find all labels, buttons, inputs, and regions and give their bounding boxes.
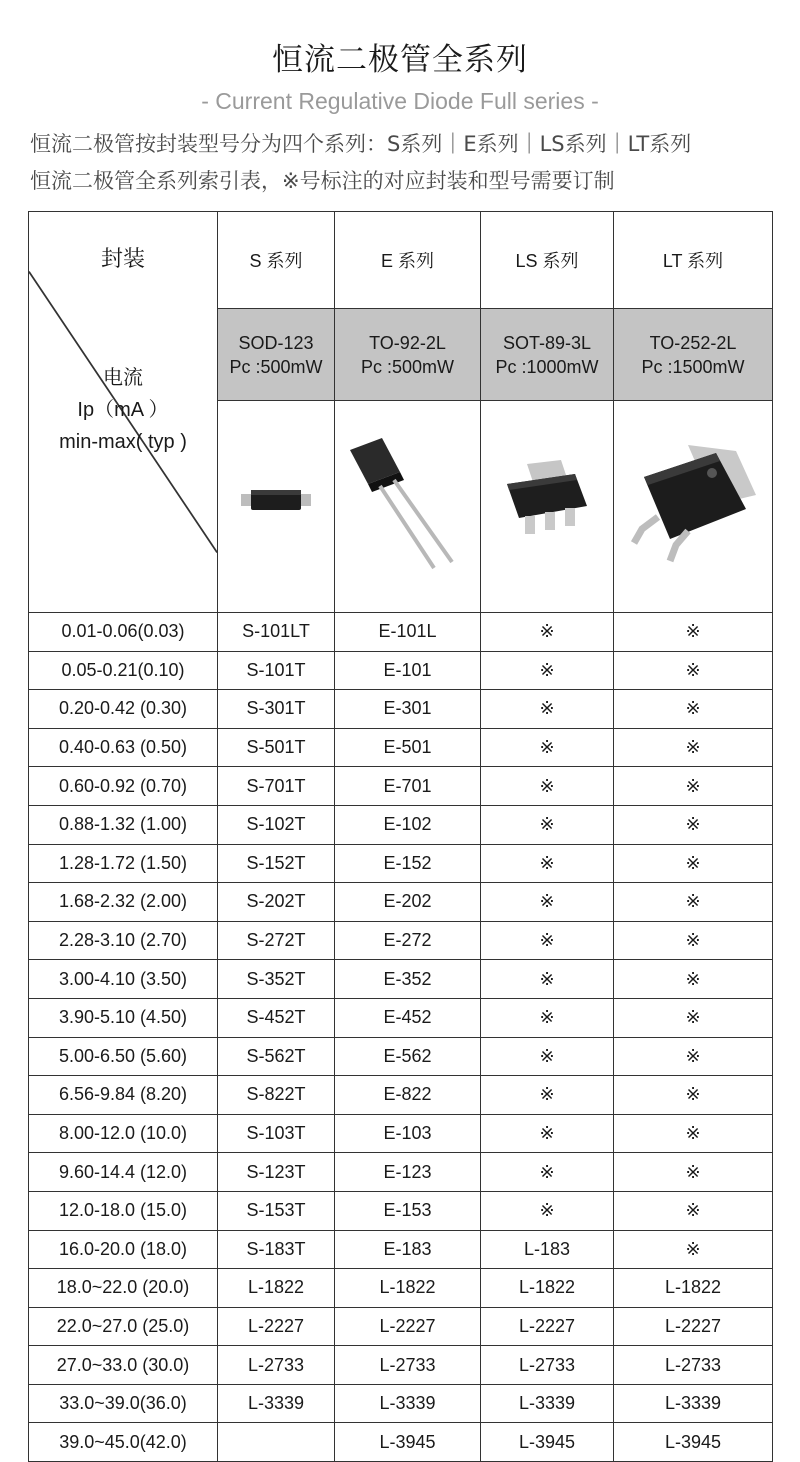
model-cell-e: E-452	[335, 998, 481, 1037]
model-cell-s: S-183T	[218, 1230, 335, 1269]
table-row	[29, 651, 773, 690]
package-power: Pc :500mW	[360, 356, 455, 377]
model-cell-ls: L-3339	[481, 1384, 614, 1423]
current-range-cell: 39.0~45.0(42.0)	[29, 1423, 218, 1462]
to-92-2l-package-image	[335, 401, 481, 613]
model-cell-s: S-152T	[218, 844, 335, 883]
model-cell-s	[218, 1423, 335, 1462]
model-cell-e: E-301	[335, 690, 481, 729]
model-cell-lt: ※	[614, 960, 773, 999]
model-cell-e: E-102	[335, 805, 481, 844]
model-cell-ls: L-2227	[481, 1307, 614, 1346]
model-cell-s: S-822T	[218, 1076, 335, 1115]
model-cell-e: L-3339	[335, 1384, 481, 1423]
model-cell-lt: L-2227	[614, 1307, 773, 1346]
model-cell-s: S-301T	[218, 690, 335, 729]
table-row	[29, 805, 773, 844]
current-range-cell: 27.0~33.0 (30.0)	[29, 1346, 218, 1385]
model-cell-ls: L-183	[481, 1230, 614, 1269]
model-cell-ls: ※	[481, 767, 614, 806]
model-cell-s: S-272T	[218, 921, 335, 960]
model-cell-ls: ※	[481, 1037, 614, 1076]
model-cell-lt: ※	[614, 1114, 773, 1153]
model-cell-lt: ※	[614, 844, 773, 883]
model-cell-s: S-153T	[218, 1191, 335, 1230]
table-row	[29, 1153, 773, 1192]
model-cell-lt: ※	[614, 1076, 773, 1115]
corner-current-line2: Ip（mA ）	[77, 399, 169, 421]
model-cell-e: E-272	[335, 921, 481, 960]
model-cell-ls: ※	[481, 1153, 614, 1192]
model-cell-s: S-701T	[218, 767, 335, 806]
corner-header-cell	[29, 212, 218, 613]
model-cell-e: E-562	[335, 1037, 481, 1076]
sod-123-package-image	[218, 401, 335, 613]
model-cell-lt: ※	[614, 998, 773, 1037]
model-cell-lt: L-2733	[614, 1346, 773, 1385]
series-s-header: S 系列	[218, 212, 335, 309]
model-cell-lt: ※	[614, 1037, 773, 1076]
sot-89-3l-package-image	[481, 401, 614, 613]
model-cell-s: S-101LT	[218, 613, 335, 652]
model-cell-ls: ※	[481, 690, 614, 729]
model-cell-s: S-501T	[218, 728, 335, 767]
model-cell-e: E-352	[335, 960, 481, 999]
model-cell-ls: L-3945	[481, 1423, 614, 1462]
model-cell-lt: ※	[614, 883, 773, 922]
table-row	[29, 613, 773, 652]
current-range-cell: 2.28-3.10 (2.70)	[29, 921, 218, 960]
package-name: SOD-123	[238, 332, 314, 353]
table-row	[29, 728, 773, 767]
table-row	[29, 1384, 773, 1423]
model-cell-s: S-102T	[218, 805, 335, 844]
to-252-chip-icon	[618, 439, 768, 569]
package-cell-ls	[481, 308, 614, 400]
current-range-cell: 0.40-0.63 (0.50)	[29, 728, 218, 767]
model-cell-ls: ※	[481, 883, 614, 922]
model-cell-ls: ※	[481, 1191, 614, 1230]
series-header-row	[29, 212, 773, 309]
model-cell-lt: L-3945	[614, 1423, 773, 1462]
package-cell-e	[335, 308, 481, 400]
current-range-cell: 0.60-0.92 (0.70)	[29, 767, 218, 806]
current-range-cell: 0.05-0.21(0.10)	[29, 651, 218, 690]
current-range-cell: 6.56-9.84 (8.20)	[29, 1076, 218, 1115]
package-name: SOT-89-3L	[502, 332, 592, 353]
current-range-cell: 5.00-6.50 (5.60)	[29, 1037, 218, 1076]
model-cell-ls: ※	[481, 960, 614, 999]
model-cell-s: L-2733	[218, 1346, 335, 1385]
table-row	[29, 767, 773, 806]
model-cell-e: L-1822	[335, 1269, 481, 1308]
table-row	[29, 960, 773, 999]
package-power: Pc :1500mW	[641, 356, 745, 377]
model-cell-s: S-101T	[218, 651, 335, 690]
table-row	[29, 1269, 773, 1308]
model-cell-ls: ※	[481, 998, 614, 1037]
table-row	[29, 690, 773, 729]
model-cell-s: S-103T	[218, 1114, 335, 1153]
model-cell-lt: ※	[614, 921, 773, 960]
table-row	[29, 1114, 773, 1153]
model-cell-s: L-2227	[218, 1307, 335, 1346]
model-cell-e: E-822	[335, 1076, 481, 1115]
table-row	[29, 1307, 773, 1346]
model-cell-e: L-2227	[335, 1307, 481, 1346]
table-row	[29, 1423, 773, 1462]
model-cell-s: L-1822	[218, 1269, 335, 1308]
model-cell-e: E-123	[335, 1153, 481, 1192]
package-cell-lt	[614, 308, 773, 400]
current-range-cell: 3.90-5.10 (4.50)	[29, 998, 218, 1037]
table-row	[29, 1037, 773, 1076]
model-cell-lt: ※	[614, 728, 773, 767]
sod-123-chip-icon	[221, 444, 331, 564]
table-row	[29, 883, 773, 922]
current-range-cell: 0.20-0.42 (0.30)	[29, 690, 218, 729]
model-cell-lt: ※	[614, 1191, 773, 1230]
model-cell-e: E-101	[335, 651, 481, 690]
model-cell-s: S-452T	[218, 998, 335, 1037]
model-cell-e: E-101L	[335, 613, 481, 652]
model-cell-s: S-352T	[218, 960, 335, 999]
model-cell-e: E-152	[335, 844, 481, 883]
model-cell-lt: ※	[614, 651, 773, 690]
series-index-table	[28, 211, 773, 1462]
table-row	[29, 1346, 773, 1385]
model-cell-ls: L-2733	[481, 1346, 614, 1385]
current-range-cell: 22.0~27.0 (25.0)	[29, 1307, 218, 1346]
model-cell-lt: ※	[614, 613, 773, 652]
model-cell-e: E-103	[335, 1114, 481, 1153]
corner-current-label	[29, 362, 217, 458]
model-cell-e: E-501	[335, 728, 481, 767]
table-row	[29, 998, 773, 1037]
current-range-cell: 1.68-2.32 (2.00)	[29, 883, 218, 922]
current-range-cell: 0.88-1.32 (1.00)	[29, 805, 218, 844]
current-range-cell: 1.28-1.72 (1.50)	[29, 844, 218, 883]
current-range-cell: 8.00-12.0 (10.0)	[29, 1114, 218, 1153]
model-cell-ls: ※	[481, 728, 614, 767]
model-cell-lt: ※	[614, 1230, 773, 1269]
model-cell-s: L-3339	[218, 1384, 335, 1423]
table-row	[29, 1230, 773, 1269]
model-cell-s: S-562T	[218, 1037, 335, 1076]
model-cell-ls: ※	[481, 921, 614, 960]
model-cell-ls: ※	[481, 1076, 614, 1115]
to-92-transistor-icon	[338, 436, 478, 572]
table-row	[29, 1191, 773, 1230]
intro-series-text: 恒流二极管按封装型号分为四个系列：S系列｜E系列｜LS系列｜LT系列	[30, 132, 692, 156]
package-name: TO-252-2L	[649, 332, 737, 353]
model-cell-ls: ※	[481, 1114, 614, 1153]
model-cell-e: E-701	[335, 767, 481, 806]
current-range-cell: 0.01-0.06(0.03)	[29, 613, 218, 652]
model-cell-ls: ※	[481, 844, 614, 883]
corner-current-line3: min-max( typ )	[59, 431, 187, 453]
page-title: 恒流二极管全系列	[272, 42, 528, 78]
model-cell-lt: ※	[614, 805, 773, 844]
table-row	[29, 921, 773, 960]
model-cell-ls: ※	[481, 651, 614, 690]
series-lt-header: LT 系列	[614, 212, 773, 309]
model-cell-ls: ※	[481, 805, 614, 844]
current-range-cell: 18.0~22.0 (20.0)	[29, 1269, 218, 1308]
sot-89-chip-icon	[487, 454, 607, 554]
package-cell-s	[218, 308, 335, 400]
package-power: Pc :500mW	[229, 356, 323, 377]
table-row	[29, 844, 773, 883]
model-cell-ls: L-1822	[481, 1269, 614, 1308]
current-range-cell: 3.00-4.10 (3.50)	[29, 960, 218, 999]
table-row	[29, 1076, 773, 1115]
model-cell-ls: ※	[481, 613, 614, 652]
model-cell-lt: L-1822	[614, 1269, 773, 1308]
model-cell-lt: ※	[614, 690, 773, 729]
model-cell-e: L-2733	[335, 1346, 481, 1385]
current-range-cell: 12.0-18.0 (15.0)	[29, 1191, 218, 1230]
model-cell-e: E-153	[335, 1191, 481, 1230]
current-range-cell: 33.0~39.0(36.0)	[29, 1384, 218, 1423]
corner-current-line1: 电流	[103, 367, 143, 389]
package-name: TO-92-2L	[369, 332, 446, 353]
model-cell-s: S-123T	[218, 1153, 335, 1192]
current-range-cell: 9.60-14.4 (12.0)	[29, 1153, 218, 1192]
current-range-cell: 16.0-20.0 (18.0)	[29, 1230, 218, 1269]
model-cell-lt: ※	[614, 767, 773, 806]
series-e-header: E 系列	[335, 212, 481, 309]
series-ls-header: LS 系列	[481, 212, 614, 309]
model-cell-lt: L-3339	[614, 1384, 773, 1423]
model-cell-e: E-202	[335, 883, 481, 922]
package-power: Pc :1000mW	[495, 356, 599, 377]
model-cell-e: E-183	[335, 1230, 481, 1269]
page-subtitle: - Current Regulative Diode Full series -	[201, 88, 599, 114]
model-cell-e: L-3945	[335, 1423, 481, 1462]
intro-index-note: 恒流二极管全系列索引表，※号标注的对应封装和型号需要订制	[30, 169, 615, 193]
corner-package-label: 封装	[100, 246, 145, 271]
model-cell-lt: ※	[614, 1153, 773, 1192]
to-252-2l-package-image	[614, 401, 773, 613]
model-cell-s: S-202T	[218, 883, 335, 922]
